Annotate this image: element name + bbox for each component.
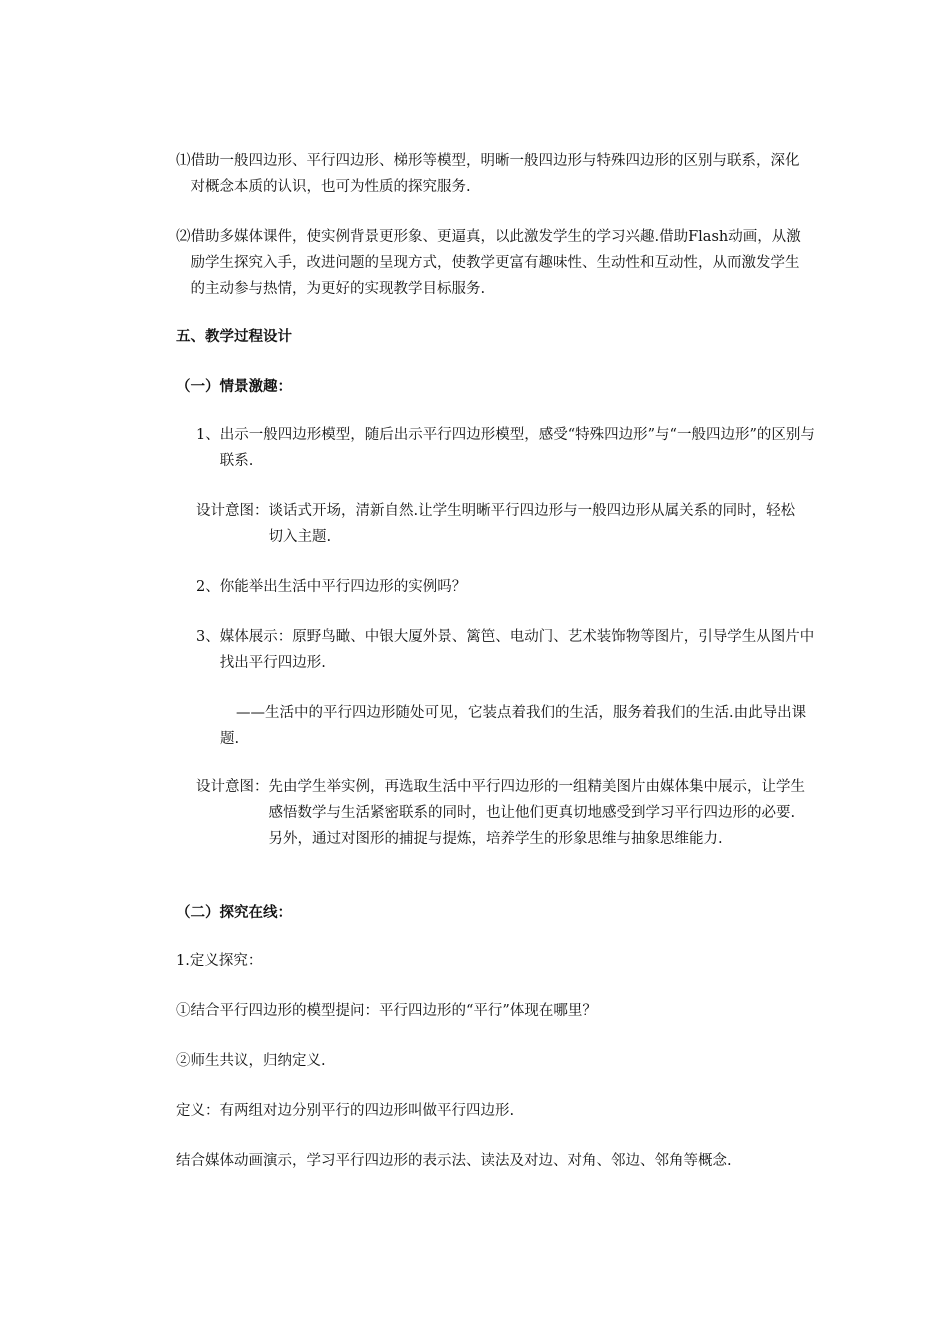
- design-intent-1: [196, 498, 816, 550]
- list-item-text: 你能举出生活中平行四边形的实例吗？: [219, 579, 467, 595]
- paragraph-marker: ⑴: [176, 153, 191, 169]
- paragraph-marker: ⑵: [176, 229, 191, 245]
- design-intent-label: 设计意图：: [196, 779, 269, 795]
- media-demo-text: 结合媒体动画演示，学习平行四边形的表示法、读法及对边、对角、邻边、邻角等概念.: [176, 1153, 732, 1169]
- list-item-text: 出示一般四边形模型，随后出示平行四边形模型，感受“特殊四边形”与“一般四边形”的区别与联系.: [219, 427, 815, 469]
- paragraph-text: 借助一般四边形、平行四边形、梯形等模型，明晰一般四边形与特殊四边形的区别与联系，深化对概念本质的认识，也可为性质的探究服务.: [190, 153, 800, 195]
- list-item-2: [196, 574, 816, 600]
- section-heading: 五、教学过程设计: [176, 329, 292, 345]
- paragraph-text: 借助多媒体课件，使实例背景更形象、更逼真，以此激发学生的学习兴趣.借助Flash动画，从激励学生探究入手，改进问题的呈现方式，使教学更富有趣味性、生动性和互动性，从而激发学生的主动参与热情，为更好的实现教学目标服务.: [190, 229, 801, 297]
- design-intent-2: [196, 774, 816, 852]
- definition-explore-label: 1.定义探究：: [176, 953, 263, 969]
- list-item-number: 3、: [196, 629, 220, 645]
- step-1: ①结合平行四边形的模型提问：平行四边形的“平行”体现在哪里？: [176, 1003, 597, 1019]
- list-item-1: [196, 422, 816, 474]
- numbered-paragraph-1: [176, 148, 816, 200]
- list-item-number: 1、: [196, 427, 220, 443]
- list-item-3: [196, 624, 816, 676]
- design-intent-label: 设计意图：: [196, 503, 269, 519]
- lead-in-note: ——生活中的平行四边形随处可见，它装点着我们的生活，服务着我们的生活.由此导出课题.: [220, 705, 807, 747]
- list-item-number: 2、: [196, 579, 220, 595]
- subsection-heading-2: （二）探究在线：: [176, 905, 292, 921]
- definition-text: 定义：有两组对边分别平行的四边形叫做平行四边形.: [176, 1103, 515, 1119]
- subsection-heading-1: （一）情景激趣：: [176, 379, 292, 395]
- step-2: ②师生共议，归纳定义.: [176, 1053, 326, 1069]
- design-intent-text: 谈话式开场，清新自然.让学生明晰平行四边形与一般四边形从属关系的同时，轻松切入主题.: [268, 503, 796, 545]
- numbered-paragraph-2: [176, 224, 816, 302]
- design-intent-text: 先由学生举实例，再选取生活中平行四边形的一组精美图片由媒体集中展示，让学生感悟数学与生活紧密联系的同时，也让他们更真切地感受到学习平行四边形的必要.另外，通过对图形的捕捉与提炼，培养学生的形象思维与抽象思维能力.: [268, 779, 805, 847]
- list-item-text: 媒体展示：原野鸟瞰、中银大厦外景、篱笆、电动门、艺术装饰物等图片，引导学生从图片中找出平行四边形.: [219, 629, 815, 671]
